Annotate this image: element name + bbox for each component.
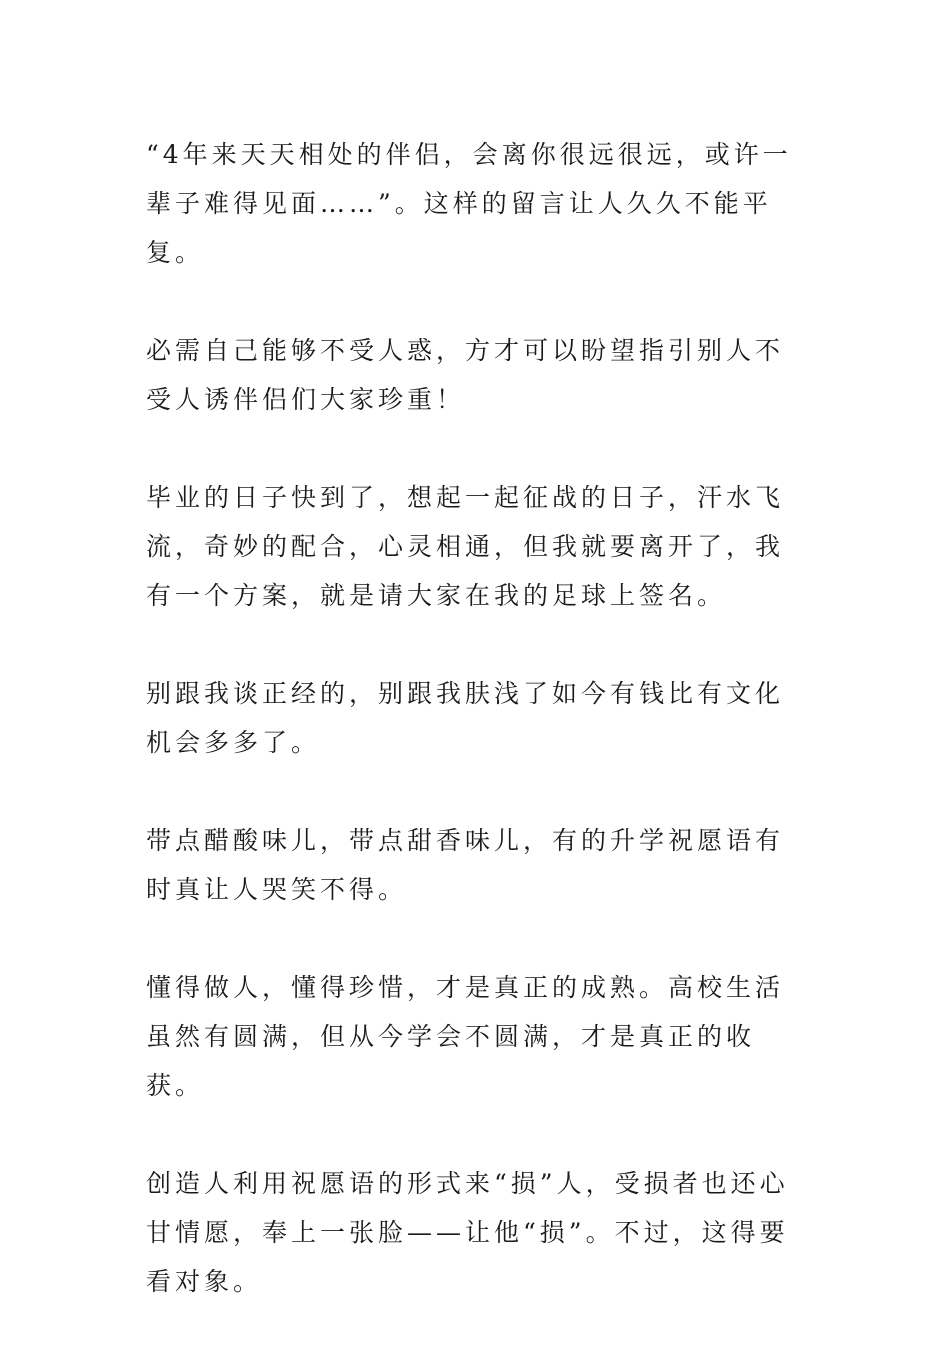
paragraph-2: 必需自己能够不受人惑，方才可以盼望指引别人不受人诱伴侣们大家珍重！: [146, 336, 785, 414]
document-body: [146, 130, 808, 1355]
paragraph-4: 别跟我谈正经的，别跟我肤浅了如今有钱比有文化机会多多了。: [146, 679, 785, 757]
paragraph-5: 带点醋酸味儿，带点甜香味儿，有的升学祝愿语有时真让人哭笑不得。: [146, 826, 785, 904]
paragraph-3: 毕业的日子快到了，想起一起征战的日子，汗水飞流，奇妙的配合，心灵相通，但我就要离开了，我有一个方案，就是请大家在我的足球上签名。: [146, 483, 785, 610]
paragraph-7: 创造人利用祝愿语的形式来“损”人，受损者也还心甘情愿，奉上一张脸——让他“损”。不过，这得要看对象。: [146, 1169, 789, 1296]
paragraph-1: “4年来天天相处的伴侣，会离你很远很远，或许一辈子难得见面……”。这样的留言让人久久不能平复。: [146, 140, 792, 267]
paragraph-6: 懂得做人，懂得珍惜，才是真正的成熟。高校生活虽然有圆满，但从今学会不圆满，才是真正的收获。: [146, 973, 785, 1100]
